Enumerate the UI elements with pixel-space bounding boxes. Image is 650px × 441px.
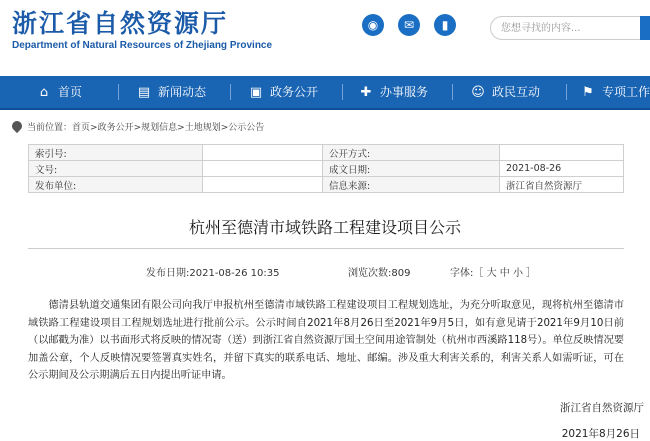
site-header	[0, 0, 650, 76]
info-key: 公开方式:	[323, 145, 500, 161]
nav-divider	[230, 84, 231, 100]
breadcrumb-link[interactable]: 土地规划	[184, 123, 221, 133]
breadcrumb-sep: >	[90, 123, 98, 133]
work-icon: ⚑	[582, 85, 594, 100]
nav-item-special[interactable]	[580, 76, 650, 108]
info-value	[203, 145, 323, 161]
info-key: 信息来源:	[323, 177, 500, 193]
article-title: 杭州至德清市域铁路工程建设项目公示	[188, 218, 461, 237]
nav-item-home[interactable]	[36, 76, 82, 108]
info-key: 发布单位:	[29, 177, 203, 193]
breadcrumb-link[interactable]: 首页	[72, 123, 91, 133]
title-divider	[28, 248, 624, 249]
table-row	[29, 145, 624, 161]
news-icon: ▤	[137, 85, 151, 100]
nav-divider	[342, 84, 343, 100]
info-value: 浙江省自然资源厅	[500, 177, 624, 193]
info-key: 文号:	[29, 161, 203, 177]
breadcrumb-link[interactable]: 规划信息	[141, 123, 178, 133]
location-icon	[10, 119, 24, 133]
breadcrumb-link[interactable]: 公示公告	[228, 123, 265, 133]
nav-divider	[118, 84, 119, 100]
nav-label: 首页	[58, 85, 83, 99]
font-large-button[interactable]: 大	[486, 268, 497, 279]
nav-divider	[452, 84, 453, 100]
nav-label: 政务公开	[270, 85, 319, 99]
breadcrumb-sep: >	[133, 123, 142, 133]
briefcase-icon: ▣	[249, 85, 263, 100]
table-row	[29, 177, 624, 193]
breadcrumb-sep: >	[220, 123, 229, 133]
breadcrumb	[12, 120, 264, 133]
info-value	[203, 161, 323, 177]
nav-label: 办事服务	[380, 85, 429, 99]
breadcrumb-link[interactable]: 政务公开	[97, 123, 134, 133]
font-size-label: 字体:［	[450, 268, 484, 279]
site-logo-cn[interactable]: 浙江省自然资源厅	[12, 9, 229, 38]
info-key: 索引号:	[29, 145, 203, 161]
nav-item-gov-open[interactable]	[248, 76, 318, 108]
wechat-icon[interactable]: ✉	[398, 14, 420, 36]
main-nav	[0, 76, 650, 110]
nav-label: 政民互动	[492, 85, 541, 99]
font-size-label-end: ］	[526, 268, 537, 279]
nav-item-services[interactable]	[358, 76, 428, 108]
nav-item-interaction[interactable]	[470, 76, 540, 108]
breadcrumb-prefix: 当前位置：	[27, 123, 73, 133]
search-button[interactable]	[640, 16, 650, 40]
weibo-icon[interactable]: ◉	[362, 14, 384, 36]
nav-label: 新闻动态	[158, 85, 207, 99]
font-medium-button[interactable]: 中	[499, 268, 510, 279]
font-small-button[interactable]: 小	[512, 268, 523, 279]
info-table	[28, 144, 624, 193]
home-icon: ⌂	[39, 85, 49, 100]
app-icon[interactable]: ▮	[434, 14, 456, 36]
info-value: 2021-08-26	[500, 161, 624, 177]
font-size-control	[450, 264, 536, 279]
search-input[interactable]	[490, 16, 645, 40]
breadcrumb-sep: >	[177, 123, 185, 133]
table-row	[29, 161, 624, 177]
nav-label: 专项工作	[602, 85, 650, 99]
site-logo-en[interactable]: Department of Natural Resources of Zhejiang Province	[12, 40, 273, 51]
service-icon: ✚	[360, 85, 372, 100]
info-value	[203, 177, 323, 193]
article-sign-date: 2021年8月26日	[561, 428, 640, 440]
nav-item-news[interactable]	[136, 76, 206, 108]
view-count: 浏览次数:809	[348, 268, 411, 279]
article-body: 德清县轨道交通集团有限公司向我厅申报杭州至德清市域铁路工程建设项目工程规划选址，为充分听取意见，现将杭州至德清市域铁路工程建设项目工程规划选址进行批前公示。公示时间自2021年8月26日至2021年9月5日，如有意见请于2021年9月10日前（以邮戳为准）以书面形式将反映的情况寄（送）到浙江省自然资源厅国土空间用途管制处（杭州市西溪路118号）。单位反映情况要加盖公章，个人反映情况要签署真实姓名，并留下真实的联系电话、地址、邮编。涉及重大利害关系的，利害关系人如需听证，可在公示期间及公示期满后五日内提出听证申请。	[28, 300, 624, 382]
info-key: 成文日期:	[323, 161, 500, 177]
article-signature: 浙江省自然资源厅	[560, 402, 644, 414]
publish-date: 发布日期:2021-08-26 10:35	[146, 268, 280, 279]
nav-divider	[566, 84, 567, 100]
interaction-icon: ☺	[471, 85, 485, 100]
info-value	[500, 145, 624, 161]
